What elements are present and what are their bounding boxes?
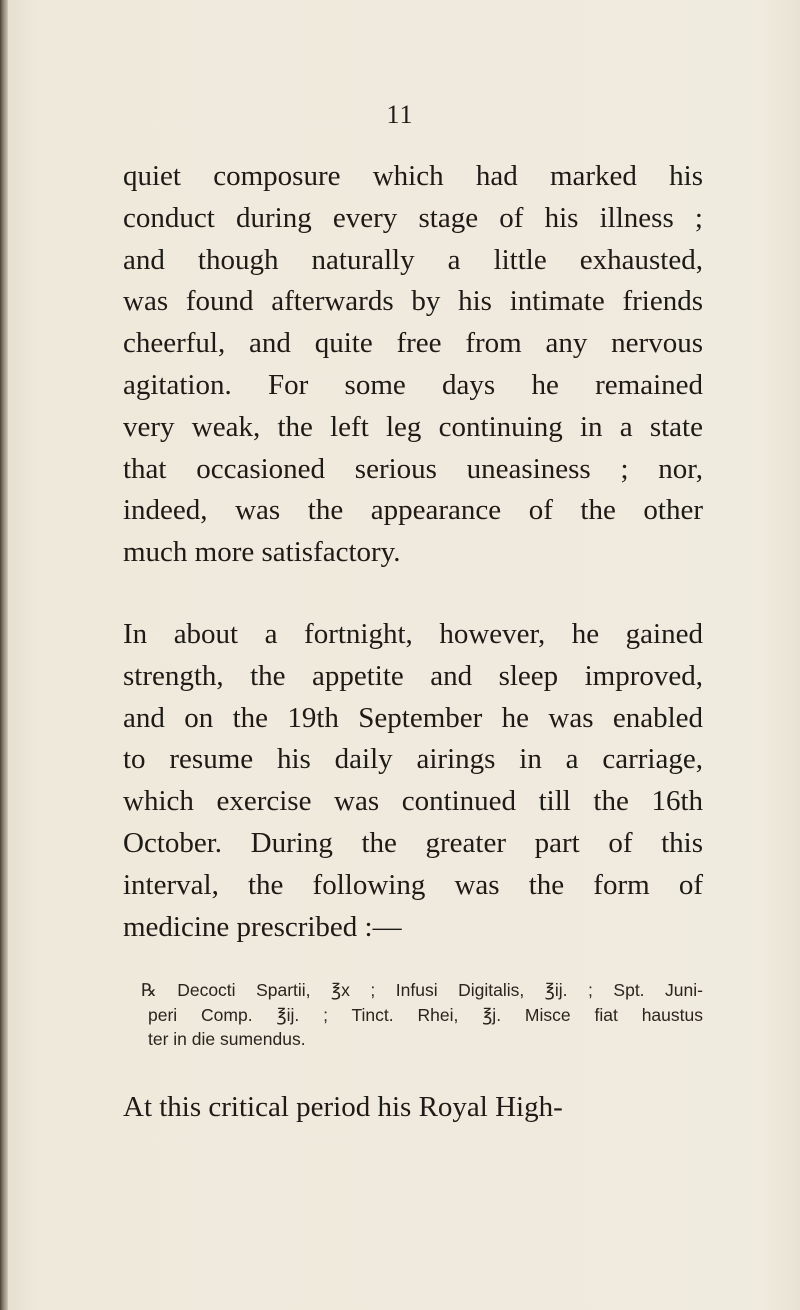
prescription-line: ℞ Decocti Spartii, ℥x ; Infusi Digitalis, ℥ij. ; Spt. Juni- xyxy=(141,980,703,1000)
page-binding-edge xyxy=(0,0,8,1310)
paragraph-fortnight xyxy=(123,614,703,948)
closing-line: At this critical period his Royal High- xyxy=(123,1091,563,1123)
page-number: 11 xyxy=(386,100,414,129)
paragraph-recovery xyxy=(123,156,703,574)
text-line: strength, the appetite and sleep improved, xyxy=(123,659,703,692)
text-line: indeed, was the appearance of the other xyxy=(123,494,703,527)
text-line: interval, the following was the form of xyxy=(123,868,703,901)
text-line: cheerful, and quite free from any nervous xyxy=(123,327,703,360)
text-line: to resume his daily airings in a carriage, xyxy=(123,743,703,776)
text-line: medicine prescribed :— xyxy=(123,910,402,943)
prescription-line: ter in die sumendus. xyxy=(148,1029,306,1049)
text-line: In about a fortnight, however, he gained xyxy=(123,618,703,650)
prescription-block xyxy=(141,978,703,1052)
prescription-line: peri Comp. ℥ij. ; Tinct. Rhei, ℥j. Misce fiat haustus xyxy=(148,1004,703,1025)
text-line: October. During the greater part of this xyxy=(123,826,703,859)
text-line: was found afterwards by his intimate friends xyxy=(123,285,703,318)
text-line: very weak, the left leg continuing in a state xyxy=(123,410,703,443)
text-line: and on the 19th September he was enabled xyxy=(123,701,703,734)
text-line: that occasioned serious uneasiness ; nor, xyxy=(123,452,703,485)
text-line: much more satisfactory. xyxy=(123,536,401,569)
text-line: and though naturally a little exhausted, xyxy=(123,243,703,276)
text-line: agitation. For some days he remained xyxy=(123,368,703,401)
text-line: which exercise was continued till the 16th xyxy=(123,785,703,818)
text-line: quiet composure which had marked his xyxy=(123,160,703,192)
text-line: conduct during every stage of his illness ; xyxy=(123,201,703,234)
